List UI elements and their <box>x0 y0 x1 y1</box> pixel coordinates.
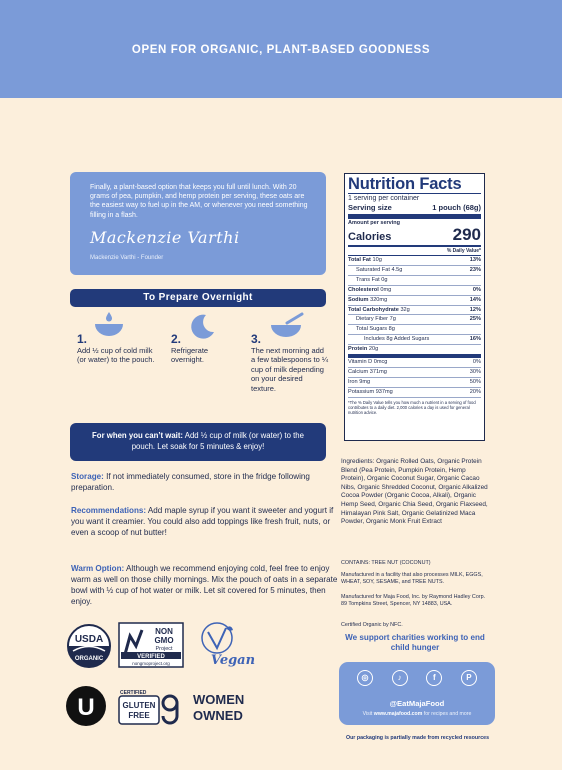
vitamin-rows <box>348 358 481 398</box>
vitamin-name <box>348 358 387 367</box>
calories-value: 290 <box>452 225 481 244</box>
nutrient-row <box>348 315 481 325</box>
nutrient-label: Trans Fat <box>356 276 380 283</box>
storage-paragraph <box>71 471 341 493</box>
visit-text <box>339 711 495 717</box>
tiktok-icon[interactable]: ♪ <box>392 670 408 686</box>
step-text: Refrigerate overnight. <box>171 346 209 365</box>
social-icons <box>357 670 477 686</box>
manufacturer-statement: Manufactured for Maja Food, Inc. by Raymond Hadley Corp. 89 Tompkins Street, Spencer, NY 14883, USA. <box>341 594 486 608</box>
visit-pre: Visit <box>362 711 374 717</box>
nutrient-label: Protein <box>348 346 368 353</box>
vitamin-label: Vitamin D <box>348 359 373 366</box>
warm-text: Although we recommend enjoying cold, feel free to enjoy warm as well on those chilly mornings. Mix the pouch of oats in a separate bowl with ½ cup of hot water or milk. Let sit covered for 5 minutes, then enjoy. <box>71 564 338 607</box>
nutrition-facts-panel <box>344 173 485 441</box>
amount-per-serving: Amount per serving <box>348 220 400 226</box>
website-link[interactable]: www.majafood.com <box>373 711 423 717</box>
nutrient-label: Sodium <box>348 296 369 303</box>
nutrient-row <box>348 335 481 345</box>
nutrient-dv: 12% <box>469 306 481 313</box>
dv-header: % Daily Value* <box>348 247 481 256</box>
usda-bottom-text: ORGANIC <box>74 656 104 662</box>
kosher-text: U <box>77 694 95 721</box>
non-gmo-logo <box>118 622 184 668</box>
nutrient-row <box>348 266 481 276</box>
recommendations-text: Add maple syrup if you want it sweeter and yogurt if you want it creamier. You could also add toppings like fresh fruit, nuts, or even a scoop of nut butter! <box>71 506 334 538</box>
nongmo-l4: VERIFIED <box>137 654 165 660</box>
kosher-logo <box>65 685 107 727</box>
nutrient-row <box>348 345 481 358</box>
nutrient-name <box>348 266 402 275</box>
vitamin-label: Calcium <box>348 368 369 375</box>
warm-label: Warm Option: <box>71 564 125 573</box>
visit-post: for recipes and more <box>422 711 472 717</box>
allergen-contains: CONTAINS: TREE NUT (COCONUT) <box>341 560 431 566</box>
storage-text: If not immediately consumed, store in the fridge following preparation. <box>71 472 310 493</box>
step-number: 2. <box>171 332 182 346</box>
facility-statement: Manufactured in a facility that also processes MILK, EGGS, WHEAT, SOY, SESAME, and TREE NUTS. <box>341 572 483 586</box>
vitamin-row <box>348 388 481 398</box>
step-text: Add ½ cup of cold milk (or water) to the pouch. <box>77 346 155 365</box>
nutrient-row <box>348 276 481 286</box>
nutrient-amount: 4.5g <box>391 266 403 273</box>
vitamin-dv: 20% <box>469 388 481 395</box>
calories-label: Calories <box>348 231 392 243</box>
vitamin-amount: 937mg <box>375 388 393 395</box>
serving-size-label: Serving size <box>348 203 392 212</box>
vitamin-name <box>348 378 370 387</box>
nutrition-footnote: *The % Daily Value tells you how much a nutrient in a serving of food contributes to a daily diet. 2,000 calories a day is used for general nutrition advice. <box>348 399 476 416</box>
vitamin-row <box>348 358 481 368</box>
nutrient-row <box>348 256 481 266</box>
nutrient-label: Saturated Fat <box>356 266 390 273</box>
facebook-icon[interactable]: f <box>426 670 442 686</box>
vitamin-name <box>348 388 393 397</box>
founder-quote-box <box>70 172 326 275</box>
nutrient-name <box>348 276 388 285</box>
header-title: OPEN FOR ORGANIC, PLANT-BASED GOODNESS <box>131 44 431 56</box>
nutrient-label: Dietary Fiber <box>356 316 389 323</box>
nutrient-name <box>348 335 429 344</box>
nutrient-amount: 320mg <box>370 296 388 303</box>
cant-wait-label: For when you can’t wait: <box>92 431 184 440</box>
nutrient-amount: 8g <box>388 326 395 333</box>
recycled-note: Our packaging is partially made from recycled resources <box>345 735 490 741</box>
warm-paragraph <box>71 563 341 607</box>
nutrient-row <box>348 325 481 335</box>
pinterest-icon[interactable]: P <box>461 670 477 686</box>
nutrient-name <box>348 256 382 265</box>
prepare-title: To Prepare Overnight <box>70 289 326 307</box>
vitamin-row <box>348 368 481 378</box>
servings-per-container: 1 serving per container <box>348 193 481 203</box>
nutrient-name <box>348 315 396 324</box>
nutrient-dv: 0% <box>472 286 481 293</box>
gf-main-2: FREE <box>128 711 150 720</box>
nutrient-name <box>348 306 410 315</box>
nutrient-label: Cholesterol <box>348 286 379 293</box>
women-text: WOMEN <box>193 692 245 707</box>
usda-top-text: USDA <box>74 634 104 645</box>
vitamin-dv: 30% <box>469 368 481 375</box>
vegan-logo <box>195 620 255 670</box>
vitamin-amount: 371mg <box>369 368 387 375</box>
serving-size-value: 1 pouch (68g) <box>432 203 481 212</box>
nutrient-amount: 0mg <box>380 286 392 293</box>
usda-organic-logo <box>67 624 111 668</box>
recommendations-label: Recommendations: <box>71 506 147 515</box>
gluten-free-logo <box>117 688 181 726</box>
storage-label: Storage: <box>71 472 104 481</box>
social-box <box>339 662 495 725</box>
cant-wait-text: Add ½ cup of milk (or water) to the pouch. Let soak for 5 minutes & enjoy! <box>131 431 304 451</box>
nutrient-dv: 13% <box>469 257 481 263</box>
nutrient-name <box>348 296 387 305</box>
social-handle[interactable]: @EatMajaFood <box>389 699 445 708</box>
nutrient-row <box>348 306 481 316</box>
nutrient-rows <box>348 256 481 358</box>
vitamin-amount: 0mcg <box>373 359 388 366</box>
nutrient-dv: 23% <box>469 266 481 273</box>
nutrition-title: Nutrition Facts <box>348 175 462 193</box>
vitamin-dv: 50% <box>469 378 481 385</box>
vitamin-amount: 9mg <box>359 378 371 385</box>
nutrient-amount: 7g <box>389 316 396 323</box>
nutrient-label: Includes 8g Added Sugars <box>364 336 430 343</box>
nutrient-amount: 0g <box>381 276 388 283</box>
nutrient-dv: 16% <box>469 336 481 343</box>
gf-main-1: GLUTEN <box>122 701 156 710</box>
nongmo-l1: NON <box>155 627 173 636</box>
certified-by: Certified Organic by NFC. <box>341 622 403 628</box>
bowl-spoon-icon <box>267 311 307 341</box>
ingredients-text: Ingredients: Organic Rolled Oats, Organic Protein Blend (Pea Protein, Pumpkin Protein, Hemp Protein), Organic Coconut Sugar, Organic Cacao Nibs, Organic Shredded Coconut, Organic Alkalized Cocoa Powder (Organic Cocoa, Alkali), Organic Hemp Seed, Organic Chia Seed, Organic Flaxseed, Himalayan Pink Salt, Organic Gelatinized Maca Powder, Organic Monk Fruit Extract <box>341 458 488 526</box>
calories-row <box>348 227 481 247</box>
gf-top: CERTIFIED <box>120 690 147 696</box>
nutrient-amount: 32g <box>400 306 410 313</box>
women-owned-logo <box>191 690 259 724</box>
owned-text: OWNED <box>193 708 243 723</box>
vitamin-dv: 0% <box>472 359 481 366</box>
vegan-text: Vegan <box>210 653 255 668</box>
instagram-icon[interactable]: ◎ <box>357 670 373 686</box>
vitamin-label: Potassium <box>348 388 375 395</box>
nutrient-name <box>348 345 378 354</box>
step-text: The next morning add a few tablespoons to ¼ cup of milk depending on your desired texture. <box>251 346 329 393</box>
cant-wait-box <box>70 423 326 461</box>
nutrient-label: Total Carbohydrate <box>348 306 399 313</box>
nutrient-name <box>348 325 395 334</box>
moon-icon <box>187 312 217 342</box>
recommendations-paragraph <box>71 505 341 538</box>
charity-statement: We support charities working to end child hunger <box>345 633 485 652</box>
vitamin-row <box>348 378 481 388</box>
founder-signature: Mackenzie Varthi <box>90 227 240 247</box>
nutrient-dv: 25% <box>469 316 481 323</box>
nongmo-url: nongmoproject.org <box>132 661 170 666</box>
vitamin-label: Iron <box>348 378 358 385</box>
nutrient-label: Total Sugars <box>356 326 388 333</box>
nutrient-row <box>348 296 481 306</box>
serving-size-row <box>348 203 481 212</box>
step-number: 1. <box>77 332 88 346</box>
nutrient-amount: 20g <box>368 346 379 353</box>
drop-bowl-icon <box>91 310 127 340</box>
nutrient-dv: 14% <box>469 296 481 303</box>
step-number: 3. <box>251 332 262 346</box>
nongmo-l2: GMO <box>154 636 174 645</box>
nongmo-l3: Project <box>155 646 173 652</box>
nutrient-amount: 10g <box>372 257 382 263</box>
founder-quote: Finally, a plant-based option that keeps you full until lunch. With 20 grams of pea, pumpkin, and hemp protein per serving, these oats are the easiest way to fuel up in the AM, or whenever you need something filling in a flash. <box>90 184 308 219</box>
divider <box>348 214 481 219</box>
vitamin-name <box>348 368 387 377</box>
nutrient-row <box>348 286 481 296</box>
founder-caption: Mackenzie Varthi - Founder <box>90 254 164 261</box>
nutrient-name <box>348 286 391 295</box>
nutrient-label: Total Fat <box>348 257 371 263</box>
